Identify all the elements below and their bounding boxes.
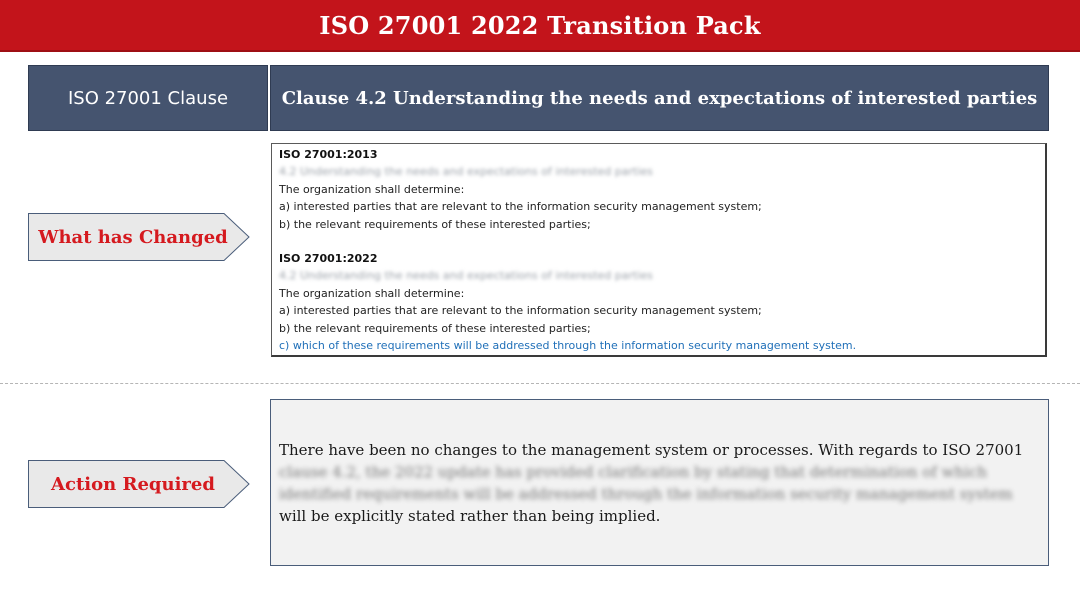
clause-changes-box bbox=[271, 143, 1047, 357]
version-2022-intro: The organization shall determine: bbox=[279, 286, 465, 300]
version-2022-subtitle: 4.2 Understanding the needs and expectations of interested parties bbox=[279, 269, 653, 283]
version-2013-heading: ISO 27001:2013 bbox=[279, 148, 378, 161]
version-2013-item-b: b) the relevant requirements of these interested parties; bbox=[279, 217, 591, 231]
what-changed-tag bbox=[28, 213, 250, 261]
action-required-label: Action Required bbox=[51, 473, 215, 495]
clause-header-label: ISO 27001 Clause bbox=[67, 87, 229, 109]
spacer bbox=[279, 233, 1038, 250]
version-2022-item-a: a) interested parties that are relevant to the information security management system; bbox=[279, 304, 762, 318]
action-line-3: identified requirements will be addressed through the information security management system bbox=[279, 485, 1013, 503]
version-2013-item-a: a) interested parties that are relevant to the information security management system; bbox=[279, 200, 762, 214]
what-changed-label: What has Changed bbox=[38, 226, 228, 248]
section-divider bbox=[0, 383, 1080, 384]
version-2022-item-b: b) the relevant requirements of these interested parties; bbox=[279, 321, 591, 335]
clause-title-cell bbox=[270, 65, 1049, 131]
action-line-2: clause 4.2, the 2022 update has provided clarification by stating that determination of which bbox=[279, 463, 987, 481]
title-banner bbox=[0, 0, 1080, 52]
clause-header-cell bbox=[28, 65, 268, 131]
action-line-4: will be explicitly stated rather than being implied. bbox=[279, 507, 661, 525]
action-text-box bbox=[270, 399, 1049, 566]
clause-title-label: Clause 4.2 Understanding the needs and expectations of interested parties bbox=[281, 87, 1038, 109]
version-2013-intro: The organization shall determine: bbox=[279, 182, 465, 196]
page-title: ISO 27001 2022 Transition Pack bbox=[319, 10, 761, 40]
version-2022-heading: ISO 27001:2022 bbox=[279, 252, 378, 266]
version-2022-item-c: c) which of these requirements will be addressed through the information security management system. bbox=[279, 339, 857, 353]
action-line-1: There have been no changes to the management system or processes. With regards to ISO 27001 bbox=[279, 441, 1024, 459]
action-required-tag bbox=[28, 460, 250, 508]
version-2013-subtitle: 4.2 Understanding the needs and expectations of interested parties bbox=[279, 165, 653, 179]
